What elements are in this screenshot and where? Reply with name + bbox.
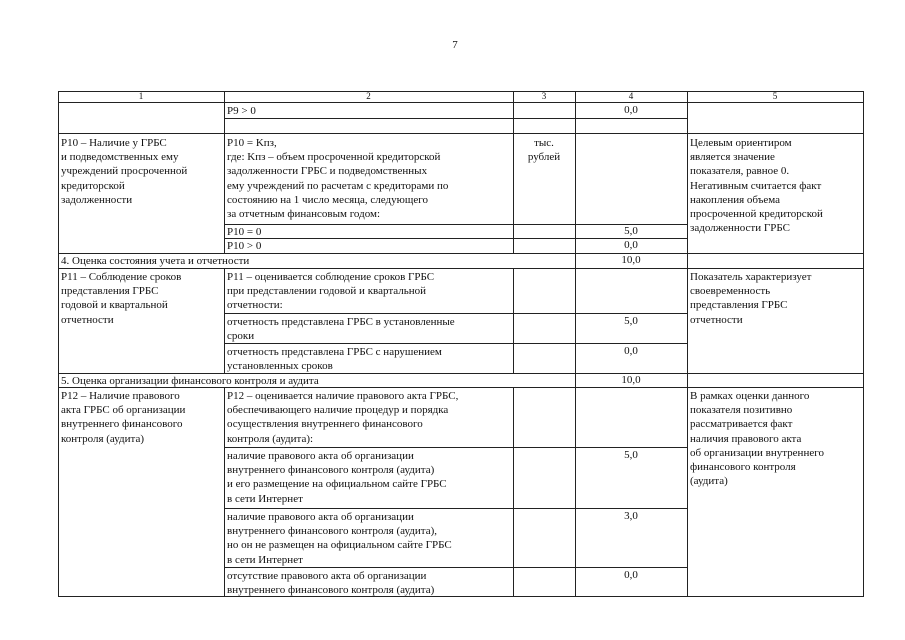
section-4-score-line: 10,0 [621,254,641,266]
page-number: 7 [452,39,458,51]
header-col-2-line: 2 [366,92,371,101]
p11-name [58,269,224,328]
p10-name [58,135,224,208]
p12-name-line: внутреннего финансового [61,418,183,431]
p12-name-line: акта ГРБС об организации [61,404,186,417]
p12-name-line: контроля (аудита) [61,432,145,445]
p12-option-published-line: наличие правового акта об организации [227,450,414,462]
p10-note-line: просроченной кредиторской [690,208,823,221]
p11-note-line: Показатель характеризует [690,271,812,283]
p12-option-unpublished-line: но он не размещен на официальном сайте ГРБС [227,539,452,552]
p11-note-line: своевременность [690,285,771,298]
p10-option-zero-line: Р10 = 0 [227,226,262,238]
p12-option-published-line: и его размещение на официальном сайте ГРБС [227,478,447,491]
p12-option-unpublished-line: внутреннего финансового контроля (аудита), [227,525,437,538]
p12-option-absent-score [575,568,687,583]
p11-name-line: отчетности [61,313,114,326]
p10-unit-line: рублей [527,151,561,164]
p12-note-line: показателя позитивно [690,404,793,417]
p10-name-line: учреждений просроченной [61,165,188,178]
p12-option-unpublished-score [575,509,687,524]
p11-option-late-line: установленных сроков [227,360,333,373]
table-rule [687,253,688,268]
p9-gt0-desc [224,103,513,119]
p11-option-on-time [224,314,513,344]
p10-option-zero-score [575,224,687,239]
p11-option-late-score-line: 0,0 [624,345,638,357]
p9-gt0-score-line: 0,0 [624,104,638,116]
section-4-title [58,253,575,269]
table-rule [513,91,514,253]
p10-note-line: задолженности ГРБС [690,222,790,235]
header-col-4 [575,92,687,101]
p11-desc [224,269,513,314]
table-rule [863,91,864,597]
p12-option-unpublished-score-line: 3,0 [624,510,638,522]
p10-option-positive-score-line: 0,0 [624,239,638,251]
p11-note-line: отчетности [690,313,743,326]
p12-note-line: финансового контроля [690,461,796,474]
p10-formula-line: где: Kпз – объем просроченной кредиторской [227,151,441,164]
p10-formula [224,135,513,222]
p10-name-line: задолженности [61,193,133,206]
section-5-title-line: 5. Оценка организации финансового контроля и аудита [61,375,319,387]
p12-option-absent-line: отсутствие правового акта об организации [227,570,427,582]
header-col-3-line: 3 [541,92,547,101]
p11-desc-line: отчетности: [227,299,283,312]
p10-unit [513,135,575,165]
p11-note-line: представления ГРБС [690,299,788,312]
p10-option-zero-score-line: 5,0 [624,225,638,237]
p12-desc-line: осуществления внутреннего финансового [227,418,423,431]
header-col-5 [687,92,863,101]
p10-option-positive-score [575,238,687,253]
p11-option-late-score [575,344,687,359]
p12-desc-line: контроля (аудита): [227,432,314,445]
p9-gt0-desc-line: Р9 > 0 [227,105,256,117]
p11-option-late-line: отчетность представлена ГРБС с нарушением [227,346,442,358]
header-col-3 [513,92,575,101]
p10-name-line: Р10 – Наличие у ГРБС [61,137,167,149]
header-col-1-line: 1 [138,92,144,101]
section-5-score [575,373,687,388]
p12-desc [224,388,513,447]
p12-option-published-score [575,448,687,463]
p10-formula-line: за отчетным финансовым годом: [227,208,381,221]
table-rule [58,133,863,134]
p11-option-on-time-line: отчетность представлена ГРБС в установленные [227,316,455,328]
p10-note [687,135,863,236]
header-col-2 [224,92,513,101]
p10-option-positive-line: Р10 > 0 [227,240,262,252]
p11-note [687,269,863,328]
p12-desc-line: Р12 – оценивается наличие правового акта ГРБС, [227,390,459,402]
p10-name-line: и подведомственных ему [61,151,179,164]
p10-note-line: накопления объема [690,193,781,206]
table-rule [513,268,514,373]
p12-option-absent-score-line: 0,0 [624,569,638,581]
section-4-score [575,253,687,268]
section-4-title-line: 4. Оценка состояния учета и отчетности [61,255,250,267]
p10-note-line: Негативным считается факт [690,179,822,192]
p12-option-published-score-line: 5,0 [624,449,638,461]
p12-desc-line: обеспечивающего наличие процедур и порядка [227,404,449,417]
p11-desc-line: Р11 – оценивается соблюдение сроков ГРБС [227,271,435,283]
p12-option-published-line: внутреннего финансового контроля (аудита) [227,464,435,477]
p11-option-on-time-score [575,314,687,329]
p10-formula-line: Р10 = Kпз, [227,137,277,149]
p12-note-line: об организации внутреннего [690,446,824,459]
section-5-title [58,373,575,389]
header-col-4-line: 4 [628,92,634,101]
p11-name-line: представления ГРБС [61,285,159,298]
p12-note [687,388,863,489]
p12-name-line: Р12 – Наличие правового [61,390,180,402]
table-rule [58,91,863,92]
p12-option-unpublished [224,509,513,568]
header-col-1 [58,92,224,101]
p11-option-on-time-score-line: 5,0 [624,315,638,327]
p12-name [58,388,224,447]
p11-option-late [224,344,513,374]
p11-option-on-time-line: сроки [227,330,255,343]
p12-option-absent-line: внутреннего финансового контроля (аудита) [227,584,435,597]
p12-option-published [224,448,513,507]
table-rule [687,373,688,387]
p12-option-unpublished-line: в сети Интернет [227,553,303,566]
table-rule [513,387,514,597]
p12-note-line: наличия правового акта [690,432,802,445]
p10-unit-line: тыс. [534,137,554,149]
p12-note-line: (аудита) [690,475,728,488]
p10-formula-line: ему учреждений по расчетам с кредиторами по [227,179,449,192]
p10-note-line: является значение [690,151,775,164]
section-5-score-line: 10,0 [621,374,641,386]
p12-option-unpublished-line: наличие правового акта об организации [227,511,414,523]
p10-formula-line: состоянию на 1 число месяца, следующего [227,193,428,206]
p10-note-line: показателя, равное 0. [690,165,790,178]
p10-formula-line: задолженности ГРБС и подведомственных [227,165,428,178]
p11-desc-line: при представлении годовой и квартальной [227,285,427,298]
p9-gt0-score [575,103,687,118]
p10-note-line: Целевым ориентиром [690,137,792,149]
p10-name-line: кредиторской [61,179,125,192]
header-col-5-line: 5 [772,92,778,101]
p11-name-line: годовой и квартальной [61,299,168,312]
p12-note-line: рассматривается факт [690,418,793,431]
p10-option-positive [224,238,513,254]
p12-note-line: В рамках оценки данного [690,390,810,402]
p11-name-line: Р11 – Соблюдение сроков [61,271,182,283]
p12-option-published-line: в сети Интернет [227,492,303,505]
p12-option-absent [224,568,513,598]
